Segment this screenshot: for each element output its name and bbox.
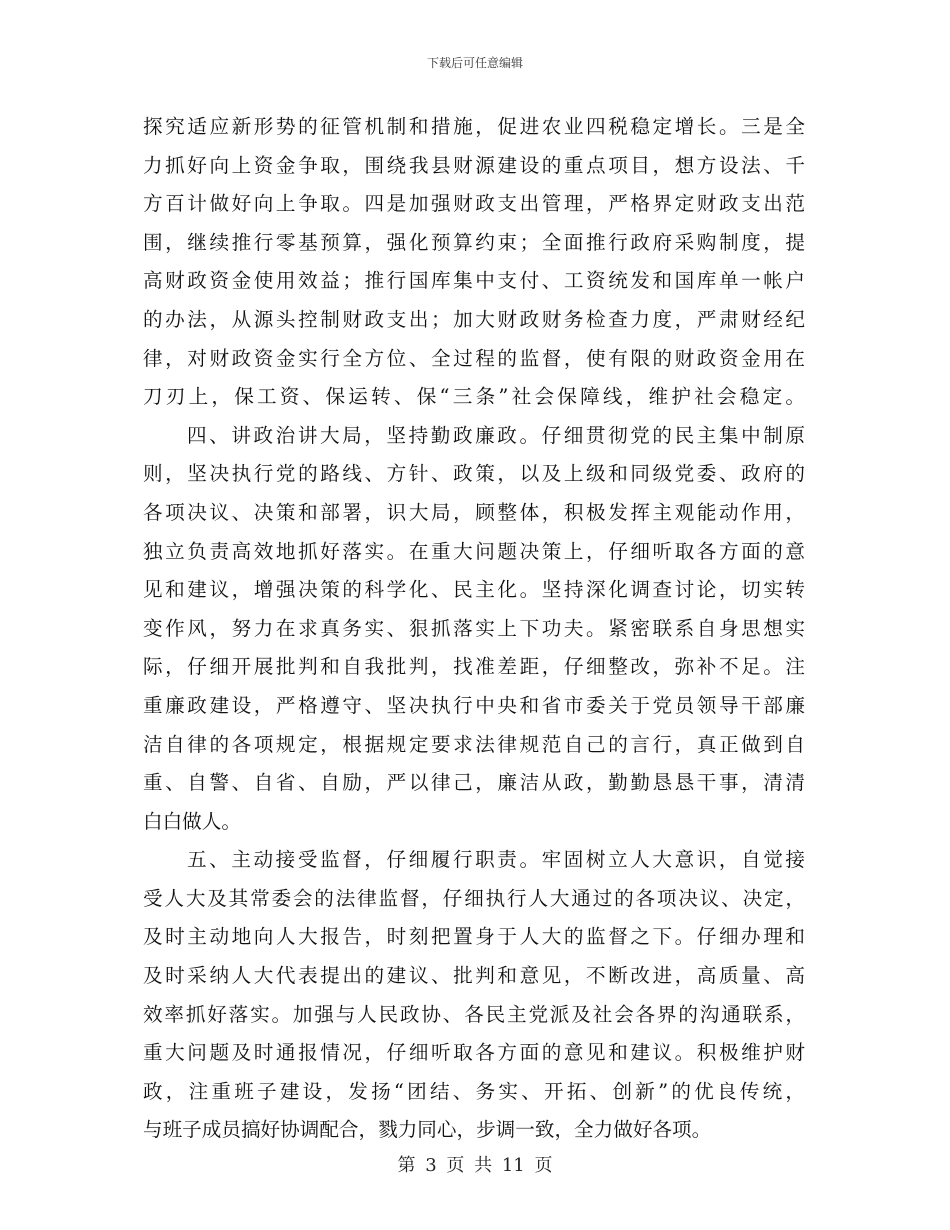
text-line: 的办法，从源头控制财政支出；加大财政财务检查力度，严肃财经纪 [143, 307, 805, 331]
text-line: 际，仔细开展批判和自我批判，找准差距，仔细整改，弥补不足。注 [143, 655, 805, 679]
text-line: 四、讲政治讲大局，坚持勤政廉政。仔细贯彻党的民主集中制原 [187, 423, 805, 447]
text-line: 力抓好向上资金争取，围绕我县财源建设的重点项目，想方设法、千 [143, 153, 805, 177]
page-header: 下载后可任意编辑 [426, 56, 523, 70]
text-line: 则，坚决执行党的路线、方针、政策，以及上级和同级党委、政府的 [143, 462, 805, 486]
text-line: 刀刃上，保工资、保运转、保“三条”社会保障线，维护社会稳定。 [143, 385, 805, 409]
text-line: 重大问题及时通报情况，仔细听取各方面的意见和建议。积极维护财 [143, 1041, 805, 1065]
text-line: 独立负责高效地抓好落实。在重大问题决策上，仔细听取各方面的意 [143, 539, 805, 563]
text-line: 五、主动接受监督，仔细履行职责。牢固树立人大意识，自觉接 [187, 848, 805, 872]
text-line: 重、自警、自省、自励，严以律己，廉洁从政，勤勤恳恳干事，清清 [143, 771, 805, 795]
text-line: 与班子成员搞好协调配合，戮力同心，步调一致，全力做好各项。 [143, 1118, 712, 1142]
text-line: 及时主动地向人大报告，时刻把置身于人大的监督之下。仔细办理和 [143, 925, 805, 949]
text-line: 见和建议，增强决策的科学化、民主化。坚持深化调查讨论，切实转 [143, 578, 805, 602]
text-line: 效率抓好落实。加强与人民政协、各民主党派及社会各界的沟通联系， [143, 1002, 805, 1026]
paragraph-1 [143, 112, 805, 421]
text-line: 围，继续推行零基预算，强化预算约束；全面推行政府采购制度，提 [143, 230, 805, 254]
text-line: 及时采纳人大代表提出的建议、批判和意见，不断改进，高质量、高 [143, 964, 805, 988]
text-line: 重廉政建设，严格遵守、坚决执行中央和省市委关于党员领导干部廉 [143, 693, 805, 717]
document-body [143, 112, 805, 1154]
text-line: 洁自律的各项规定，根据规定要求法律规范自己的言行，真正做到自 [143, 732, 805, 756]
page-footer: 第 3 页 共 11 页 [397, 1155, 553, 1176]
text-line: 变作风，努力在求真务实、狠抓落实上下功夫。紧密联系自身思想实 [143, 616, 805, 640]
paragraph-2 [143, 421, 805, 846]
text-line: 政，注重班子建设，发扬“团结、务实、开拓、创新”的优良传统， [143, 1079, 805, 1103]
text-line: 白白做人。 [143, 809, 241, 833]
text-line: 探究适应新形势的征管机制和措施，促进农业四税稳定增长。三是全 [143, 115, 805, 138]
paragraph-3 [143, 845, 805, 1154]
text-line: 律，对财政资金实行全方位、全过程的监督，使有限的财政资金用在 [143, 346, 805, 370]
text-line: 受人大及其常委会的法律监督，仔细执行人大通过的各项决议、决定， [143, 886, 805, 910]
text-line: 方百计做好向上争取。四是加强财政支出管理，严格界定财政支出范 [143, 192, 805, 216]
text-line: 各项决议、决策和部署，识大局，顾整体，积极发挥主观能动作用， [143, 500, 805, 524]
text-line: 高财政资金使用效益；推行国库集中支付、工资统发和国库单一帐户 [143, 269, 805, 293]
